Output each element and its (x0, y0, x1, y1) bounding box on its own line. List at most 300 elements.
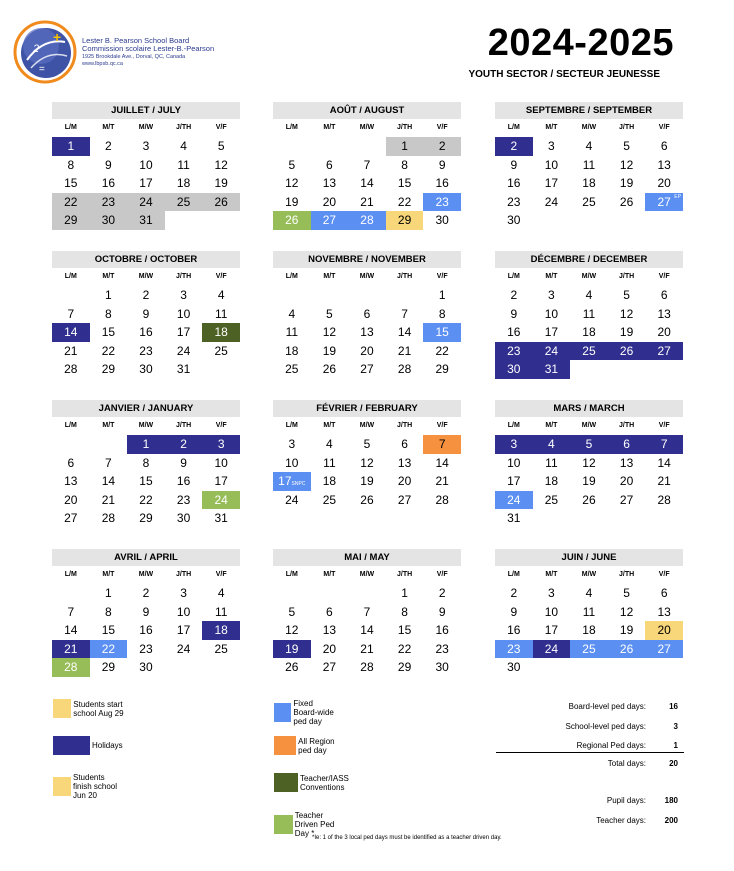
month-block (52, 549, 240, 677)
day-number: 24 (544, 641, 559, 656)
day-cell (645, 584, 683, 603)
empty-cell (311, 137, 349, 156)
day-number: 8 (401, 157, 408, 172)
day-number: 31 (544, 362, 559, 376)
month-title: AVRIL / APRIL (52, 549, 240, 566)
legend-item-holidays (53, 736, 123, 755)
day-number: 27 (322, 213, 337, 227)
total-value: 1 (673, 741, 678, 750)
day-cell (311, 472, 349, 491)
day-number: 18 (176, 176, 191, 190)
day-number: 14 (64, 325, 78, 339)
empty-cell (202, 211, 240, 230)
day-cell (52, 491, 90, 510)
week-row (273, 323, 461, 342)
day-number: 9 (438, 604, 446, 619)
day-number: 21 (64, 343, 78, 358)
day-number: 22 (435, 343, 449, 358)
day-cell (608, 174, 646, 193)
day-cell (533, 286, 571, 305)
week-row (495, 360, 683, 379)
month-title: MARS / MARCH (495, 400, 683, 417)
day-number: 8 (401, 604, 408, 619)
day-tag: EP (674, 193, 681, 200)
day-cell (348, 435, 386, 454)
day-number: 26 (619, 194, 634, 209)
week-row (52, 211, 240, 230)
total-row-pupil (496, 794, 684, 808)
day-cell (533, 156, 571, 175)
weekday-header (52, 268, 240, 286)
day-number: 7 (363, 604, 371, 619)
day-cell (495, 342, 533, 361)
empty-cell (645, 360, 683, 379)
empty-cell (273, 286, 311, 305)
day-cell (423, 584, 461, 603)
day-number: 7 (401, 306, 408, 321)
day-cell (495, 174, 533, 193)
week-row (52, 360, 240, 379)
day-cell (423, 621, 461, 640)
day-cell (202, 454, 240, 473)
day-number: 10 (507, 455, 521, 470)
day-cell (127, 323, 165, 342)
day-number: 9 (142, 604, 150, 619)
day-cell (311, 454, 349, 473)
day-cell (423, 156, 461, 175)
week-row (52, 156, 240, 175)
week-row (273, 193, 461, 212)
day-cell (127, 603, 165, 622)
weekday-label: J/TH (618, 124, 635, 131)
empty-cell (645, 658, 683, 677)
weekday-label: M/T (102, 571, 115, 578)
empty-cell (608, 211, 646, 230)
day-number: 6 (623, 437, 630, 451)
day-cell (423, 360, 461, 379)
weekday-label: M/W (581, 273, 597, 280)
empty-cell (165, 211, 203, 230)
day-cell (90, 603, 128, 622)
day-cell (348, 491, 386, 510)
day-number: 10 (544, 306, 559, 321)
day-cell (348, 342, 386, 361)
day-number: 11 (177, 157, 190, 172)
day-number: 27 (397, 492, 412, 507)
total-row-school (496, 720, 684, 734)
week-row (273, 640, 461, 659)
week-row (273, 509, 461, 528)
day-number: 21 (657, 474, 671, 488)
day-number: 3 (510, 437, 518, 451)
day-cell (608, 156, 646, 175)
total-value: 180 (664, 796, 678, 805)
weekday-label: L/M (285, 124, 298, 131)
day-number: 11 (545, 455, 558, 470)
day-cell (495, 156, 533, 175)
day-number: 25 (322, 492, 337, 507)
day-number: 25 (582, 194, 596, 209)
day-number: 1 (105, 586, 112, 600)
day-number: 14 (360, 176, 374, 190)
day-cell (533, 305, 571, 324)
empty-cell (52, 435, 90, 454)
day-number: 28 (64, 660, 78, 674)
day-number: 6 (660, 139, 668, 153)
weekday-label: L/M (285, 571, 298, 578)
weekday-label: J/TH (175, 571, 192, 578)
weekday-label: M/W (581, 422, 597, 429)
day-cell (273, 435, 311, 454)
day-cell (165, 137, 203, 156)
total-label: Pupil days: (606, 796, 646, 805)
weekday-label: V/F (658, 571, 670, 578)
weekday-label: L/M (285, 273, 298, 280)
day-cell (127, 286, 165, 305)
day-cell (52, 193, 90, 212)
day-cell (608, 435, 646, 454)
day-number: 15 (64, 176, 78, 190)
weekday-label: M/T (545, 571, 558, 578)
day-cell (386, 454, 424, 473)
day-number: 19 (582, 474, 596, 488)
day-number: 28 (435, 492, 449, 507)
week-row (495, 472, 683, 491)
day-number: 5 (288, 157, 296, 172)
day-cell (127, 491, 165, 510)
day-cell (348, 305, 386, 324)
day-number: 16 (435, 176, 449, 190)
empty-cell (608, 360, 646, 379)
day-number: 14 (360, 623, 374, 637)
day-number: 12 (322, 325, 337, 339)
day-number: 30 (435, 213, 449, 227)
day-cell (202, 193, 240, 212)
day-cell (127, 584, 165, 603)
week-row (273, 435, 461, 454)
day-cell (495, 193, 533, 212)
day-cell (386, 193, 424, 212)
day-cell (608, 193, 646, 212)
day-number: 13 (322, 623, 337, 637)
empty-cell (348, 584, 386, 603)
day-cell (311, 435, 349, 454)
day-number: 10 (544, 157, 559, 172)
day-cell (608, 472, 646, 491)
day-cell (423, 305, 461, 324)
day-cell (202, 305, 240, 324)
day-cell (570, 286, 608, 305)
day-number: 27 (619, 492, 634, 507)
day-number: 21 (360, 194, 374, 209)
weekday-label: M/W (581, 124, 597, 131)
day-cell (202, 342, 240, 361)
week-row (495, 603, 683, 622)
day-cell (52, 360, 90, 379)
legend-swatch (274, 736, 296, 755)
day-number: 16 (139, 325, 153, 339)
empty-cell (386, 286, 424, 305)
day-number: 21 (435, 474, 449, 488)
week-row (52, 472, 240, 491)
legend-swatch (53, 777, 71, 796)
day-cell (495, 454, 533, 473)
day-cell (273, 640, 311, 659)
month-block (495, 251, 683, 379)
day-cell (273, 621, 311, 640)
day-number: 4 (217, 288, 225, 302)
week-row (52, 603, 240, 622)
svg-text:+: + (53, 29, 62, 45)
weekday-label: J/TH (175, 124, 192, 131)
day-number: 26 (619, 641, 634, 656)
week-row (52, 286, 240, 305)
weekday-label: M/T (323, 422, 336, 429)
day-cell (127, 174, 165, 193)
day-number: 9 (105, 157, 112, 172)
week-row (495, 286, 683, 305)
day-number: 29 (139, 511, 153, 525)
day-cell (273, 305, 311, 324)
month-block (52, 400, 240, 528)
day-cell (202, 137, 240, 156)
day-number: 28 (657, 492, 671, 507)
day-cell (608, 342, 646, 361)
day-number: 18 (214, 623, 228, 637)
legend-swatch (274, 703, 291, 722)
day-number: 19 (619, 325, 634, 339)
day-cell (570, 323, 608, 342)
day-number: 1 (67, 139, 75, 153)
legend-swatch (53, 736, 90, 755)
day-number: 5 (623, 139, 630, 153)
day-number: 20 (619, 474, 634, 488)
weekday-header (52, 417, 240, 435)
day-cell (386, 472, 424, 491)
day-number: 21 (397, 343, 412, 358)
total-label: School-level ped days: (565, 722, 646, 731)
empty-cell (90, 435, 128, 454)
day-cell (570, 584, 608, 603)
weekday-label: L/M (64, 422, 77, 429)
week-row (495, 137, 683, 156)
week-row (495, 454, 683, 473)
month-block (273, 251, 461, 379)
weekday-label: V/F (436, 273, 448, 280)
day-number: 15 (435, 325, 449, 339)
day-number: 23 (101, 194, 116, 209)
empty-cell (533, 658, 571, 677)
day-cell (90, 491, 128, 510)
day-number: 4 (548, 437, 555, 451)
week-row (495, 211, 683, 230)
day-number: 15 (397, 623, 412, 637)
day-number: 16 (176, 474, 191, 488)
weekday-label: M/W (359, 273, 375, 280)
week-row (495, 156, 683, 175)
week-row (495, 658, 683, 677)
weekday-header (495, 268, 683, 286)
day-number: 14 (101, 474, 116, 488)
day-cell (423, 454, 461, 473)
day-cell (311, 640, 349, 659)
month-title: SEPTEMBRE / SEPTEMBER (495, 102, 683, 119)
empty-cell (533, 211, 571, 230)
day-cell (311, 156, 349, 175)
day-number: 4 (217, 586, 225, 600)
empty-cell (645, 211, 683, 230)
day-cell (608, 137, 646, 156)
day-cell (386, 305, 424, 324)
day-number: 19 (360, 474, 374, 488)
day-number: 30 (435, 660, 449, 674)
week-row (273, 137, 461, 156)
board-name-fr: Commission scolaire Lester-B.-Pearson (82, 44, 215, 54)
month-block (52, 102, 240, 230)
day-number: 17 (544, 623, 559, 637)
svg-text:2: 2 (33, 43, 40, 55)
day-cell (127, 342, 165, 361)
weekday-label: L/M (285, 422, 298, 429)
empty-cell (348, 509, 386, 528)
weekday-label: J/TH (618, 571, 635, 578)
legend-item-conv (274, 773, 362, 792)
board-website[interactable]: www.lbpsb.qc.ca (82, 60, 123, 67)
weekday-label: M/W (138, 273, 154, 280)
day-number: 10 (176, 604, 191, 619)
day-cell (52, 323, 90, 342)
day-cell (386, 342, 424, 361)
board-info (82, 37, 214, 68)
day-number: 21 (101, 492, 116, 507)
day-cell (533, 323, 571, 342)
legend-item-region (274, 736, 338, 755)
day-number: 29 (435, 362, 449, 376)
week-row (52, 137, 240, 156)
day-number: 28 (64, 362, 78, 376)
day-cell (273, 491, 311, 510)
day-number: 6 (660, 586, 668, 600)
day-number: 19 (214, 176, 228, 190)
weekday-label: V/F (215, 273, 227, 280)
day-cell (386, 491, 424, 510)
day-cell (570, 156, 608, 175)
weekday-label: M/T (323, 124, 336, 131)
day-cell (202, 286, 240, 305)
day-cell (533, 342, 571, 361)
day-number: 24 (176, 641, 191, 656)
day-number: 20 (657, 176, 671, 190)
week-row (273, 621, 461, 640)
day-cell (127, 658, 165, 677)
day-cell (52, 621, 90, 640)
day-cell (495, 211, 533, 230)
day-cell (533, 454, 571, 473)
day-cell (311, 360, 349, 379)
page-title: 2024-2025 (487, 22, 674, 64)
day-number: 25 (214, 641, 228, 656)
day-cell (52, 137, 90, 156)
day-number: 5 (585, 437, 593, 451)
weekday-label: J/TH (618, 422, 635, 429)
day-number: 3 (217, 437, 225, 451)
weekday-header (273, 268, 461, 286)
week-row (273, 472, 461, 491)
day-cell (90, 658, 128, 677)
day-cell (348, 454, 386, 473)
day-number: 13 (322, 176, 337, 190)
empty-cell (348, 137, 386, 156)
day-cell (645, 435, 683, 454)
day-cell (311, 603, 349, 622)
day-cell (495, 305, 533, 324)
day-number: 7 (105, 455, 112, 470)
day-number: 26 (582, 492, 596, 507)
weekday-label: M/T (323, 273, 336, 280)
day-cell (423, 323, 461, 342)
day-cell (52, 454, 90, 473)
day-number: 21 (64, 641, 78, 656)
day-cell (495, 603, 533, 622)
day-cell (165, 323, 203, 342)
day-number: 5 (326, 306, 333, 321)
day-number: 3 (288, 437, 296, 451)
empty-cell (348, 286, 386, 305)
day-number: 12 (619, 157, 634, 172)
day-number: 30 (507, 362, 521, 376)
day-cell (90, 509, 128, 528)
legend-label: Teacher/IASS Conventions (299, 773, 349, 792)
week-row (495, 193, 683, 212)
day-number: 15 (139, 474, 153, 488)
day-number: 20 (322, 641, 337, 656)
day-cell (165, 491, 203, 510)
day-cell (311, 621, 349, 640)
day-cell (52, 509, 90, 528)
weekday-label: V/F (658, 422, 670, 429)
empty-cell (52, 286, 90, 305)
day-cell (423, 640, 461, 659)
day-cell (645, 156, 683, 175)
day-cell (273, 603, 311, 622)
day-cell (127, 454, 165, 473)
legend-swatch (53, 699, 71, 718)
day-cell (311, 342, 349, 361)
day-cell (52, 603, 90, 622)
day-number: 16 (101, 176, 116, 190)
day-cell (645, 603, 683, 622)
day-number: 6 (67, 455, 75, 470)
day-number: 17 (544, 325, 559, 339)
day-cell (423, 603, 461, 622)
week-row (495, 621, 683, 640)
day-number: 17 (544, 176, 559, 190)
day-number: 3 (180, 288, 187, 302)
weekday-label: M/T (545, 273, 558, 280)
weekday-label: M/T (102, 422, 115, 429)
day-cell (348, 603, 386, 622)
day-number: 17 (507, 474, 521, 488)
day-number: 23 (176, 492, 191, 507)
day-cell (386, 621, 424, 640)
day-cell (533, 472, 571, 491)
week-row (52, 342, 240, 361)
day-number: 11 (582, 157, 596, 172)
day-number: 10 (139, 157, 153, 172)
week-row (52, 323, 240, 342)
day-cell (495, 584, 533, 603)
day-number: 28 (101, 511, 116, 525)
